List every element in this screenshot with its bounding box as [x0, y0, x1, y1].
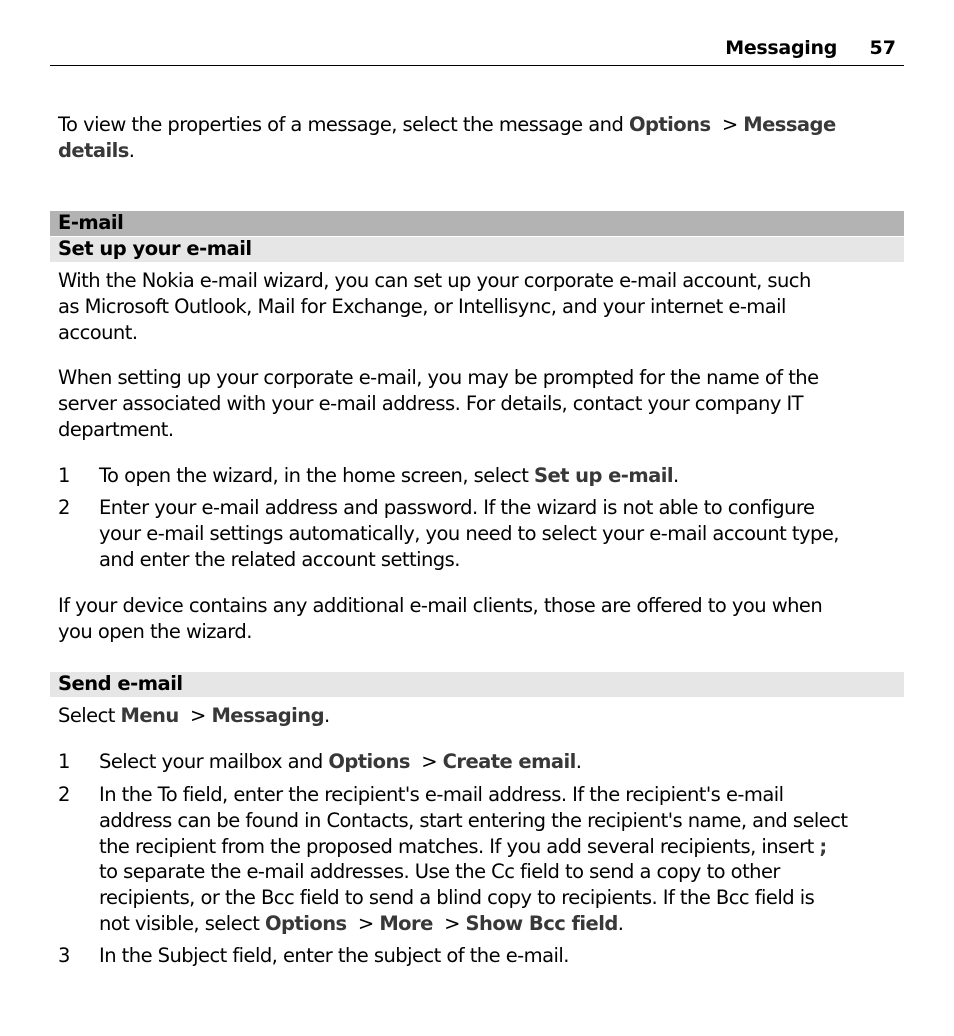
period: . [324, 704, 330, 727]
text-line: to separate the e-mail addresses. Use the Cc field to send a copy to other [99, 860, 780, 884]
step-text [99, 749, 581, 775]
more-term: More [379, 911, 433, 935]
step-text [99, 495, 839, 572]
text-run: not visible, select [99, 911, 265, 935]
subsection-heading-send: Send e-mail [58, 672, 183, 695]
period: . [672, 464, 679, 487]
text-line: as Microsoft Outlook, Mail for Exchange, or Intellisync, and your internet e-mail [58, 294, 786, 318]
step-number: 3 [58, 944, 70, 967]
text-line: account. [58, 320, 138, 344]
text-line: When setting up your corporate e-mail, you may be prompted for the name of the [58, 366, 819, 389]
details-term: details [58, 138, 129, 162]
menu-term: Menu [120, 704, 179, 727]
text-line: address can be found in Contacts, start entering the recipient's name, and select [99, 808, 848, 832]
text-line: In the To field, enter the recipient's e-mail address. If the recipient's e-mail [99, 783, 784, 806]
text-line: Enter your e-mail address and password. If the wizard is not able to configure [99, 496, 815, 519]
options-term: Options [265, 911, 347, 935]
menu-separator: > [178, 704, 212, 727]
header-page-number: 57 [869, 37, 896, 59]
menu-separator: > [710, 113, 744, 136]
period: . [617, 911, 624, 935]
options-term: Options [628, 113, 711, 136]
step-number: 1 [58, 464, 70, 487]
text-line: you open the wizard. [58, 619, 252, 643]
setup-paragraph-1 [58, 268, 908, 345]
semicolon-term: ; [819, 834, 827, 858]
text-run: Select [58, 704, 121, 727]
text-run: To open the wizard, in the home screen, select [99, 464, 534, 487]
section-heading: E-mail [58, 211, 124, 234]
subsection-heading-bar [50, 672, 904, 697]
section-heading-bar [50, 211, 904, 236]
text-line: With the Nokia e-mail wizard, you can set up your corporate e-mail account, such [58, 269, 811, 292]
step-text [99, 463, 679, 489]
period: . [128, 138, 135, 162]
text-line: recipients, or the Bcc field to send a blind copy to recipients. If the Bcc field is [99, 886, 815, 910]
show-bcc-field-term: Show Bcc field [465, 911, 618, 935]
period: . [575, 750, 582, 773]
options-term: Options [328, 750, 410, 773]
text-line: and enter the related account settings. [99, 547, 460, 571]
create-email-term: Create email [442, 750, 576, 773]
text-line: your e-mail settings automatically, you need to select your e-mail account type, [99, 521, 839, 545]
menu-separator: > [432, 911, 466, 935]
step-number: 2 [58, 783, 70, 806]
set-up-email-term: Set up e-mail [533, 464, 673, 487]
message-term: Message [743, 113, 836, 136]
intro-text: To view the properties of a message, select the message and [58, 113, 629, 136]
setup-paragraph-2 [58, 365, 908, 442]
subsection-heading-bar [50, 237, 904, 262]
menu-separator: > [346, 911, 380, 935]
step-number: 2 [58, 496, 70, 519]
running-header [50, 37, 904, 66]
step-number: 1 [58, 750, 70, 773]
step-text [99, 782, 848, 937]
header-section-title: Messaging [725, 37, 837, 59]
text-line: server associated with your e-mail address. For details, contact your company IT [58, 391, 804, 415]
text-line: the recipient from the proposed matches. If you add several recipients, insert [99, 834, 820, 858]
text-run: Select your mailbox and [99, 750, 329, 773]
text-line: If your device contains any additional e-mail clients, those are offered to you when [58, 594, 823, 617]
step-text: In the Subject field, enter the subject of the e-mail. [99, 944, 569, 967]
send-select-paragraph [58, 703, 908, 729]
messaging-term: Messaging [211, 704, 324, 727]
menu-separator: > [409, 750, 443, 773]
text-line: department. [58, 417, 174, 441]
subsection-heading-setup: Set up your e-mail [58, 237, 252, 260]
setup-paragraph-3 [58, 593, 908, 645]
intro-paragraph [58, 112, 908, 164]
